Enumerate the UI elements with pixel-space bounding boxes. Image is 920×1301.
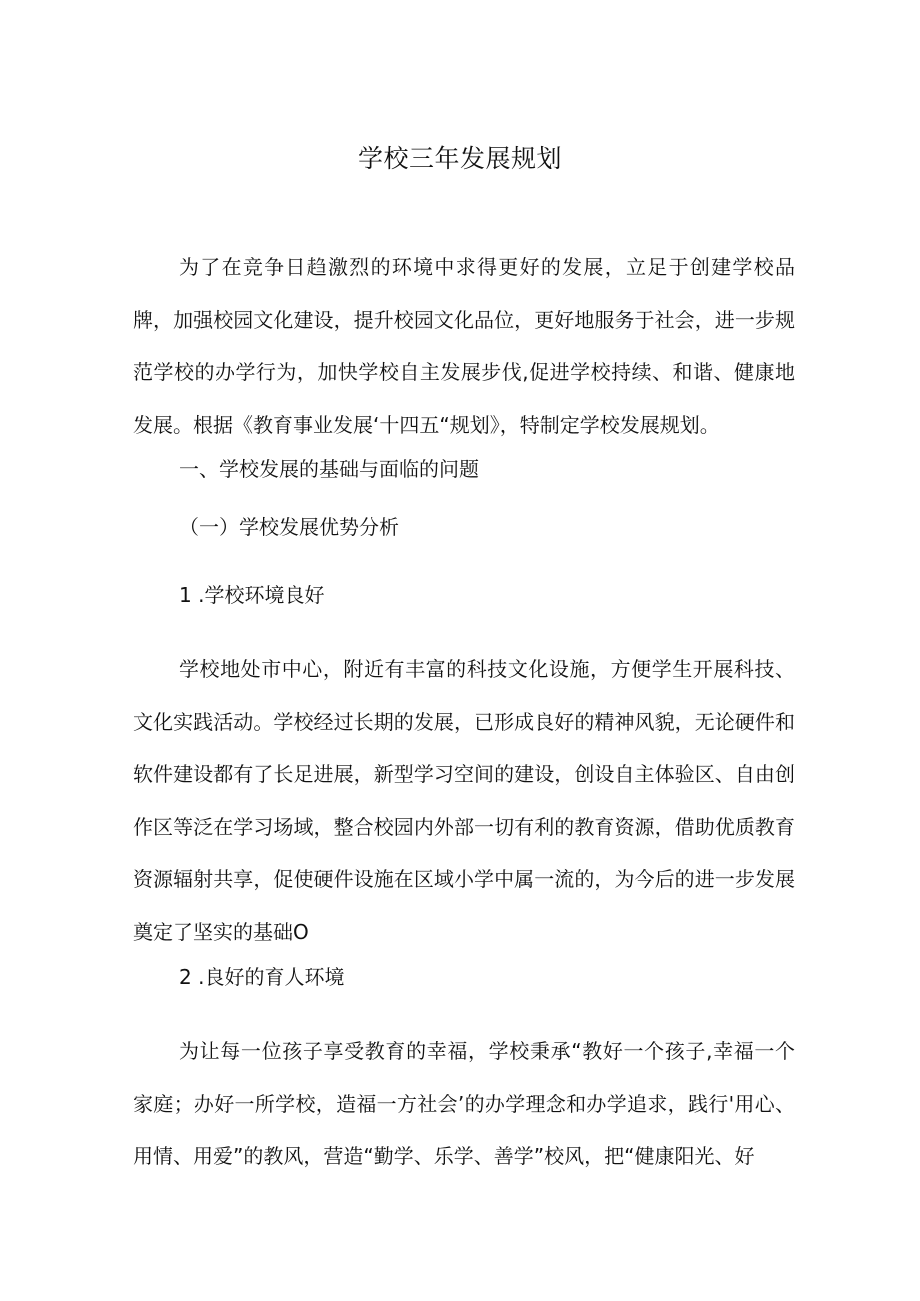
document-title: 学校三年发展规划: [357, 144, 562, 173]
item2-heading: 2 .良好的育人环境: [179, 965, 345, 989]
subsection-heading: （一）学校发展优势分析: [179, 515, 399, 539]
item1-heading: 1 .学校环境良好: [179, 583, 325, 607]
item2-paragraph: 为让每一位孩子享受教育的幸福，学校秉承“教好一个孩子,幸福一个家庭；办好一所学校，造福一方社会’的办学理念和办学追求，践行'用心、用情、用爱”的教风，营造“勤学、乐学、善学”校风，把“健康阳光、好: [133, 1039, 795, 1168]
intro-paragraph: 为了在竞争日趋激烈的环境中求得更好的发展，立足于创建学校品牌，加强校园文化建设，提升校园文化品位，更好地服务于社会，进一步规范学校的办学行为，加快学校自主发展步伐,促进学校持续、和谐、健康地发展。根据《教育事业发展‘十四五“规划》，特制定学校发展规划。: [133, 255, 795, 437]
section-heading: 一、学校发展的基础与面临的问题: [179, 457, 479, 481]
item1-paragraph: 学校地处市中心，附近有丰富的科技文化设施，方便学生开展科技、文化实践活动。学校经过长期的发展，已形成良好的精神风貌，无论硬件和软件建设都有了长足进展，新型学习空间的建设，创设自主体验区、自由创作区等泛在学习场域，整合校园内外部一切有利的教育资源，借助优质教育资源辐射共享，促使硬件设施在区域小学中属一流的，为今后的进一步发展奠定了坚实的基础O: [133, 657, 795, 944]
